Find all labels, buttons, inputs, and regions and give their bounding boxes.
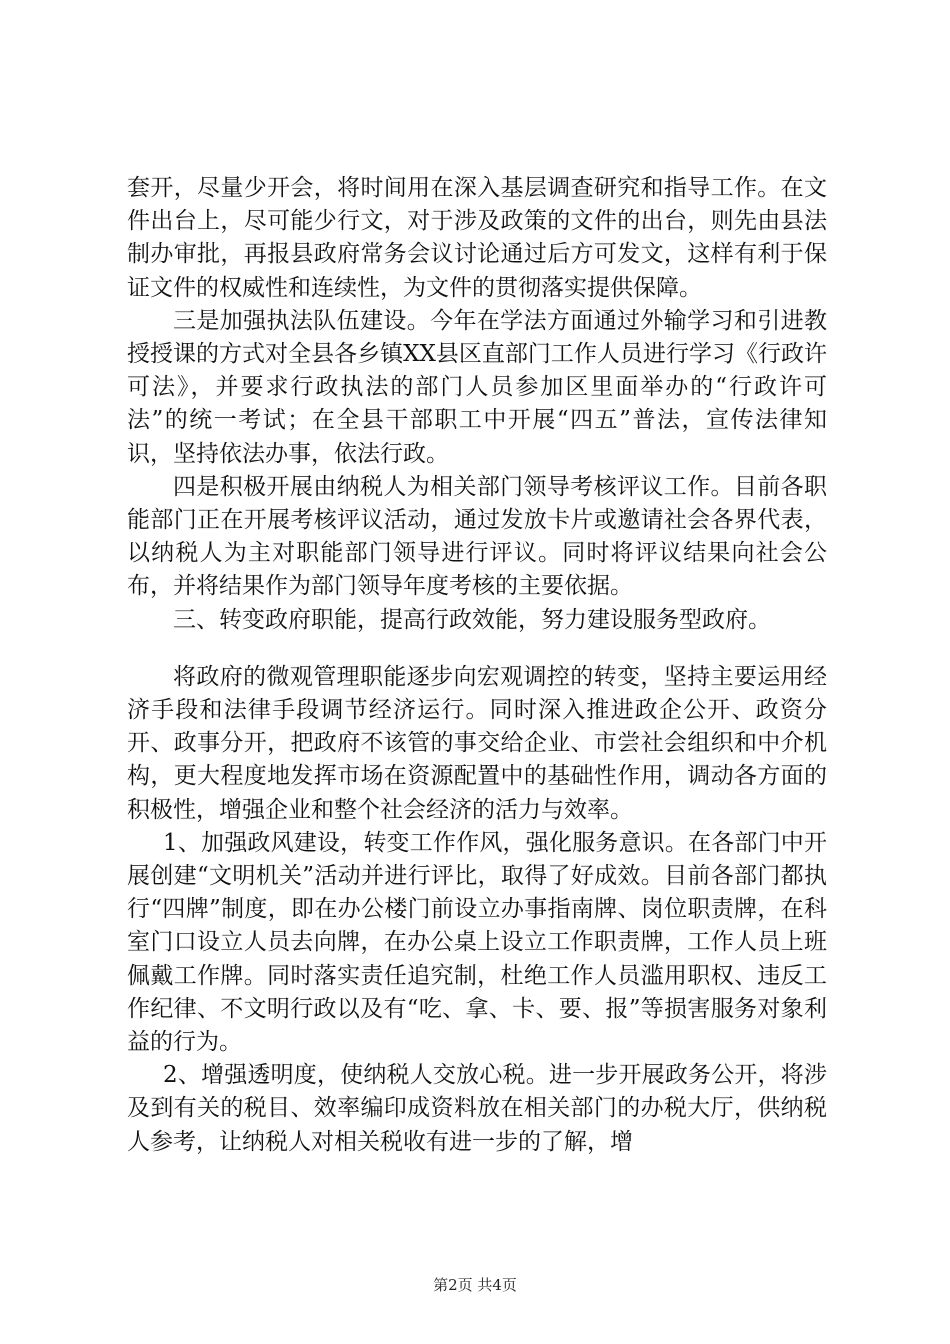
paragraph-item-1: 1、加强政风建设，转变工作作风，强化服务意识。在各部门中开展创建“文明机关”活动并进行评比，取得了好成效。目前各部门都执行“四牌”制度，即在办公楼门前设立办事指南牌、岗位职责牌，在科室门口设立人员去向牌，在办公桌上设立工作职责牌，工作人员上班佩戴工作牌。同时落实责任追究制，杜绝工作人员滥用职权、违反工作纪律、不文明行政以及有“吃、拿、卡、要、报”等损害服务对象利益的行为。 bbox=[127, 829, 827, 1056]
paragraph-taxpayer-evaluation: 四是积极开展由纳税人为相关部门领导考核评议工作。目前各职能部门正在开展考核评议活动，通过发放卡片或邀请社会各界代表，以纳税人为主对职能部门领导进行评议。同时将评议结果向社会公布，并将结果作为部门领导年度考核的主要依据。 bbox=[127, 473, 827, 600]
section-heading-three: 三、转变政府职能，提高行政效能，努力建设服务型政府。 bbox=[173, 606, 771, 633]
paragraph-item-2: 2、增强透明度，使纳税人交放心税。进一步开展政务公开，将涉及到有关的税目、效率编印成资料放在相关部门的办税大厅，供纳税人参考，让纳税人对相关税收有进一步的了解，增 bbox=[127, 1062, 827, 1155]
paragraph-law-enforcement: 三是加强执法队伍建设。今年在学法方面通过外输学习和引进教授授课的方式对全县各乡镇XX县区直部门工作人员进行学习《行政许可法》，并要求行政执法的部门人员参加区里面举办的“行政许可法”的统一考试；在全县干部职工中开展“四五”普法，宣传法律知识，坚持依法办事，依法行政。 bbox=[127, 307, 827, 467]
page-footer: 第2页 共4页 bbox=[433, 1276, 517, 1294]
paragraph-continuation: 套开，尽量少开会，将时间用在深入基层调查研究和指导工作。在文件出台上，尽可能少行文，对于涉及政策的文件的出台，则先由县法制办审批，再报县政府常务会议讨论通过后方可发文，这样有利于保证文件的权威性和连续性，为文件的贯彻落实提供保障。 bbox=[127, 175, 827, 301]
paragraph-government-functions: 将政府的微观管理职能逐步向宏观调控的转变，坚持主要运用经济手段和法律手段调节经济运行。同时深入推进政企公开、政资分开、政事分开，把政府不该管的事交给企业、市尝社会组织和中介机构，更大程度地发挥市场在资源配置中的基础性作用，调动各方面的积极性，增强企业和整个社会经济的活力与效率。 bbox=[127, 663, 827, 823]
document-body bbox=[127, 172, 827, 1159]
